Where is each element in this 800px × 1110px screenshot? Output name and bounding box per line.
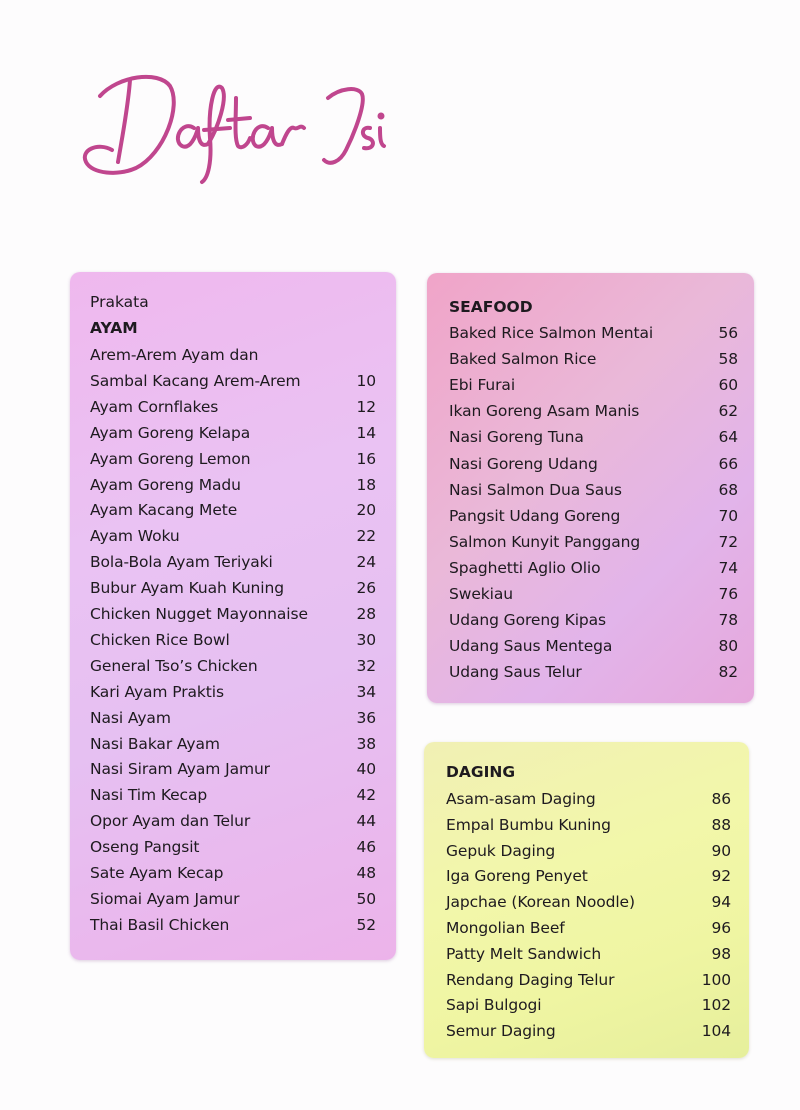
toc-entry [449,607,738,633]
toc-entry-page: 46 [356,838,376,857]
toc-entry-title: Nasi Goreng Udang [449,454,598,473]
toc-entry-title: Nasi Bakar Ayam [90,734,220,753]
toc-entry-page: 62 [718,402,738,421]
toc-entry-title: Udang Saus Mentega [449,637,613,656]
toc-entry [90,834,376,860]
toc-entry-title: Semur Daging [446,1022,556,1041]
toc-entry-page: 28 [356,605,376,623]
toc-entry [449,633,738,659]
toc-entry-title: Siomai Ayam Jamur [90,889,240,908]
toc-entry-page: 64 [718,428,738,447]
toc-entry [90,756,376,782]
toc-entry-page: 10 [356,371,376,390]
toc-entry-title: Baked Salmon Rice [449,350,597,369]
toc-entry-title: Ikan Goreng Asam Manis [449,402,640,421]
toc-entry-title: Chicken Nugget Mayonnaise [90,605,308,623]
toc-entry-page: 58 [718,350,738,369]
seafood-heading: SEAFOOD [449,298,533,316]
toc-entry-page: 40 [356,760,376,779]
toc-entry [90,523,376,549]
toc-entry-page: 12 [356,397,376,416]
toc-entry-page: 32 [356,656,376,675]
toc-entry [90,705,376,731]
toc-entry [446,992,731,1018]
toc-entry [449,372,738,398]
toc-entry [90,342,376,368]
toc-entry-title: Baked Rice Salmon Mentai [449,324,654,342]
toc-entry [90,679,376,705]
toc-entry-page: 80 [718,637,738,656]
toc-entry [90,446,376,472]
toc-entry-title: Kari Ayam Praktis [90,682,224,701]
toc-entry [90,394,376,420]
toc-entry-page: 20 [356,501,376,520]
toc-entry-title: General Tso’s Chicken [90,656,258,675]
toc-entry [90,886,376,912]
toc-entry [90,627,376,653]
toc-entry-page: 78 [718,611,738,630]
toc-entry [90,575,376,601]
toc-entry [449,320,738,346]
toc-entry-title: Udang Saus Telur [449,663,582,682]
toc-entry-title: Spaghetti Aglio Olio [449,558,601,577]
toc-entry-page: 68 [718,480,738,499]
page-title [78,58,388,188]
toc-entry-page: 50 [356,889,376,908]
toc-entry [90,601,376,627]
toc-entry-title: Udang Goreng Kipas [449,611,607,630]
toc-entry [449,477,738,503]
toc-entry-title: Ayam Goreng Kelapa [90,423,251,442]
toc-entry [446,812,731,838]
toc-entry-title: Nasi Ayam [90,708,171,727]
toc-entry [90,860,376,886]
toc-entry-page: 56 [718,324,738,342]
toc-entry-title: Pangsit Udang Goreng [449,506,621,525]
toc-entry-page: 98 [711,944,731,963]
toc-entry-title: Ayam Woku [90,527,180,546]
toc-entry-page: 96 [711,919,731,937]
toc-entry-page: 100 [701,970,731,989]
toc-entry-title: Nasi Salmon Dua Saus [449,480,622,499]
toc-entry [446,889,731,915]
toc-entry [449,503,738,529]
toc-entry-title: Asam-asam Daging [446,790,596,808]
title-lettering [78,58,388,188]
toc-entry-page: 24 [356,553,376,572]
toc-entry [449,659,738,685]
ayam-heading: AYAM [90,319,138,337]
daging-heading: DAGING [446,763,516,781]
toc-entry [449,555,738,581]
toc-entry-page: 36 [356,708,376,727]
toc-entry [90,420,376,446]
toc-entry-title: Ayam Cornflakes [90,397,219,416]
toc-entry-page: 34 [356,682,376,701]
toc-entry-title: Bola-Bola Ayam Teriyaki [90,553,273,572]
toc-entry-title: Gepuk Daging [446,841,556,860]
toc-entry-title: Nasi Siram Ayam Jamur [90,760,270,779]
toc-entry [449,424,738,450]
toc-entry-title: Ebi Furai [449,376,516,395]
toc-entry-title: Ayam Goreng Madu [90,475,241,494]
toc-entry-title: Oseng Pangsit [90,838,200,857]
toc-entry-page: 66 [718,454,738,473]
toc-entry-title: Nasi Goreng Tuna [449,428,584,447]
toc-entry-page: 14 [356,423,376,442]
toc-entry [446,838,731,864]
toc-entry-page: 82 [718,663,738,682]
toc-entry-page: 92 [711,867,731,886]
toc-entry-title: Opor Ayam dan Telur [90,812,251,831]
toc-entry [446,967,731,993]
toc-entry-title: Empal Bumbu Kuning [446,815,611,834]
preface-label: Prakata [90,293,149,311]
toc-entry-title: Salmon Kunyit Panggang [449,532,641,551]
toc-entry [90,808,376,834]
toc-entry-page: 88 [711,815,731,834]
toc-entry [90,653,376,679]
page-title-text [78,58,83,59]
toc-entry-page: 74 [718,558,738,577]
ayam-section-box [70,272,396,960]
toc-entry-page: 102 [701,996,731,1015]
toc-entry-title: Chicken Rice Bowl [90,630,230,649]
toc-entry-title: Japchae (Korean Noodle) [446,893,635,912]
toc-entry-page: 76 [718,585,738,603]
toc-entry-page: 44 [356,812,376,831]
toc-entry-title: Sate Ayam Kecap [90,864,224,882]
toc-entry-page: 42 [356,786,376,805]
toc-entry-title: Sapi Bulgogi [446,996,542,1015]
toc-entry-title: Swekiau [449,585,513,603]
toc-entry-page: 26 [356,579,376,598]
toc-entry-title: Sambal Kacang Arem-Arem [90,371,301,390]
toc-entry-page: 18 [356,475,376,494]
toc-entry-title: Arem-Arem Ayam dan [90,346,259,364]
toc-entry-page: 30 [356,630,376,649]
toc-entry [90,731,376,757]
toc-entry-title: Ayam Goreng Lemon [90,449,251,468]
toc-entry [446,1018,731,1044]
toc-entry [446,863,731,889]
toc-entry-page: 60 [718,376,738,395]
toc-entry-page: 22 [356,527,376,546]
daging-section-box [424,742,749,1058]
toc-entry [90,472,376,498]
toc-entry-title: Iga Goreng Penyet [446,867,588,886]
toc-entry [449,581,738,607]
toc-entry [449,398,738,424]
toc-entry-page: 38 [356,734,376,753]
toc-entry [449,451,738,477]
toc-entry-title: Mongolian Beef [446,919,565,937]
toc-entry [446,941,731,967]
toc-entry-page: 90 [711,841,731,860]
seafood-section-box [427,273,754,703]
toc-entry-title: Ayam Kacang Mete [90,501,238,520]
toc-entry-page: 52 [356,915,376,934]
toc-entry-page: 48 [356,864,376,882]
toc-entry [90,368,376,394]
toc-entry-page: 72 [718,532,738,551]
toc-entry-page: 70 [718,506,738,525]
toc-entry-title: Nasi Tim Kecap [90,786,208,805]
toc-entry-title: Rendang Daging Telur [446,970,615,989]
toc-entry [90,549,376,575]
toc-entry [90,912,376,938]
toc-entry [449,346,738,372]
toc-entry-page: 104 [701,1022,731,1041]
toc-entry [446,915,731,941]
toc-entry-title: Patty Melt Sandwich [446,944,602,963]
toc-entry-title: Bubur Ayam Kuah Kuning [90,579,284,598]
toc-entry-page: 86 [711,790,731,808]
toc-entry [446,786,731,812]
toc-entry [90,782,376,808]
toc-entry-page: 94 [711,893,731,912]
toc-entry [449,529,738,555]
toc-entry-title: Thai Basil Chicken [90,915,230,934]
toc-entry-page: 16 [356,449,376,468]
toc-entry [90,497,376,523]
